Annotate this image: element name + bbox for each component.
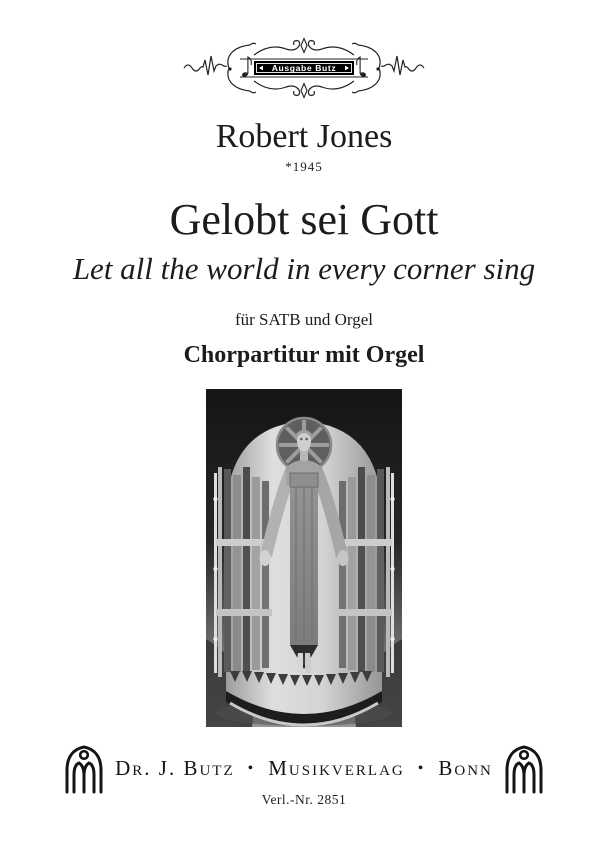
publisher-name: Dr. J. Butz (115, 755, 235, 780)
banner-label: Ausgabe Butz (271, 62, 337, 73)
separator-dot: • (247, 759, 256, 777)
banner-ornament-icon (182, 36, 426, 100)
scoring-line: für SATB und Orgel (234, 310, 374, 329)
catalog-number: Verl.-Nr. 2851 (261, 792, 347, 807)
edition-line: Chorpartitur mit Orgel (183, 342, 425, 368)
publisher-line (115, 756, 493, 781)
composer-name: Robert Jones (215, 118, 393, 155)
publisher-type: Musikverlag (268, 755, 405, 780)
cover-photo (206, 389, 402, 727)
publisher-city: Bonn (438, 755, 493, 780)
publisher-footer (0, 740, 608, 796)
work-subtitle: Let all the world in every corner sing (72, 251, 536, 286)
separator-dot: • (417, 759, 426, 777)
butz-logo-left-icon (62, 742, 106, 794)
work-title: Gelobt sei Gott (169, 195, 439, 244)
publisher-banner (0, 0, 608, 100)
butz-logo-right-icon (502, 742, 546, 794)
composer-birth-year: *1945 (285, 159, 323, 174)
